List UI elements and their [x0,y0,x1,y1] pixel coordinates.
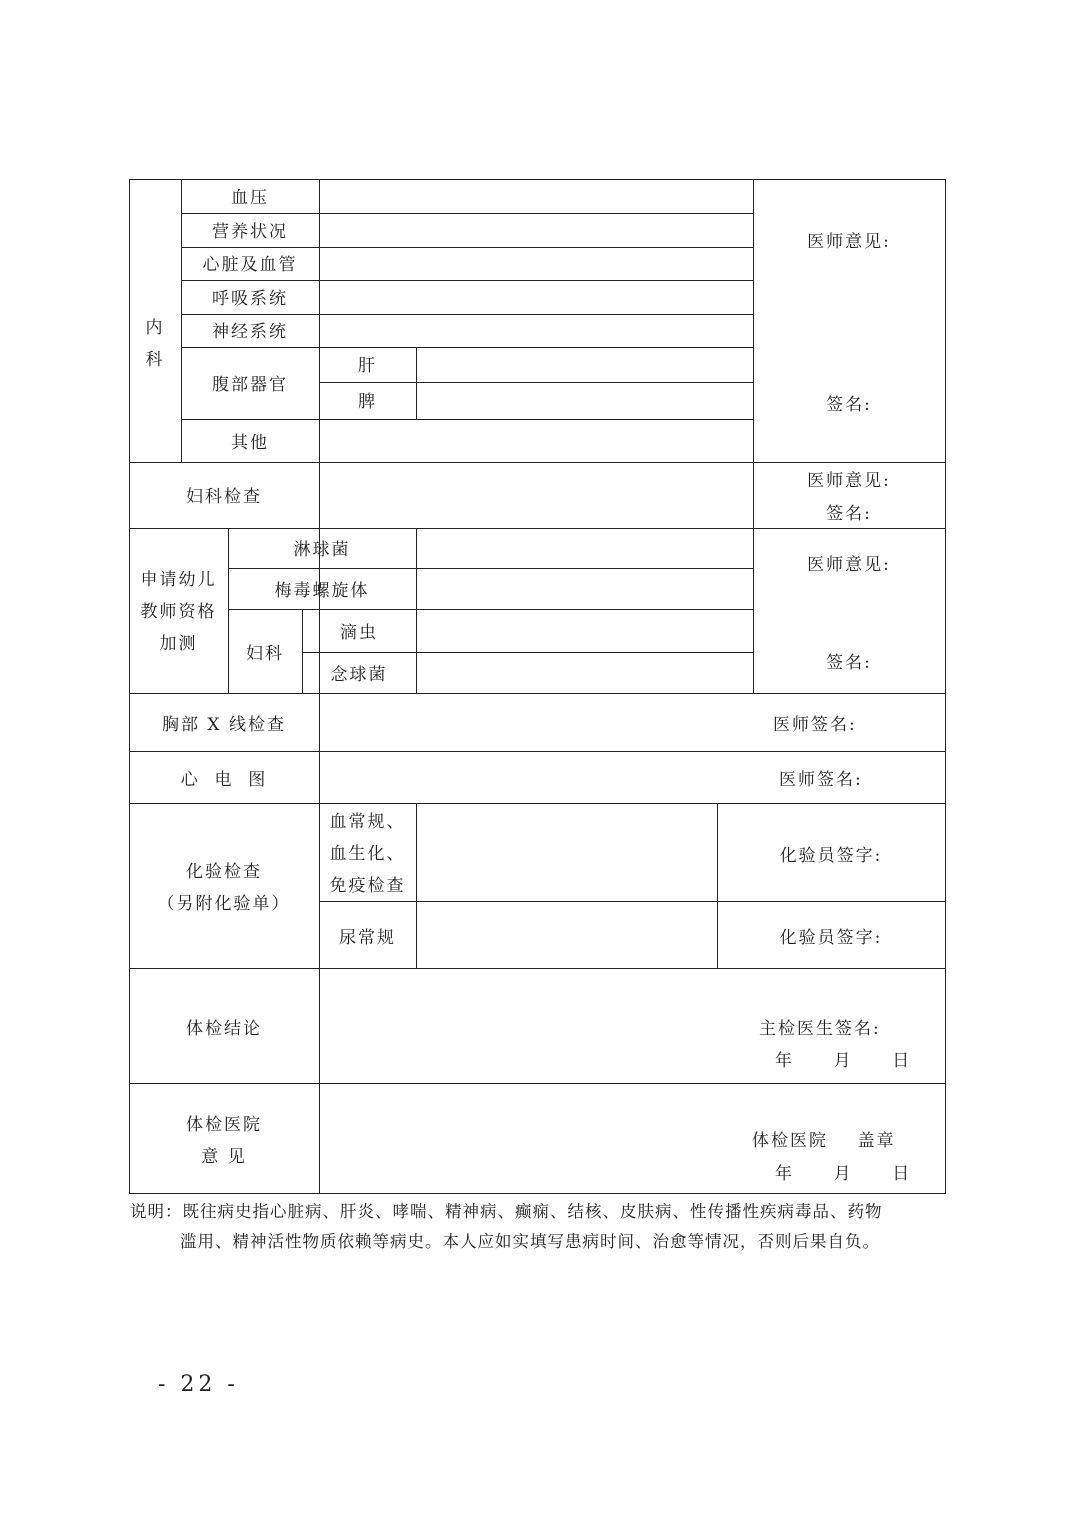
abdomen-label: 腹部器官 [212,375,288,395]
ecg-label: 心 电 图 [180,770,268,790]
line [181,347,753,348]
spleen-label: 脾 [358,392,377,412]
candida-label: 念球菌 [330,665,388,685]
line [228,568,753,569]
line [181,314,753,315]
gyn-opinion-label: 医师意见: [807,471,891,491]
urine-label: 尿常规 [339,928,396,948]
hospital-date: 年 月 日 [775,1164,914,1184]
heart-label: 心脏及血管 [202,255,298,275]
footnote [130,1197,950,1257]
internal-group-label: 内 科 [145,318,165,370]
line [129,179,946,180]
line [129,462,946,463]
syphilis-label: 梅毒螺旋体 [274,581,370,601]
line [945,179,946,1194]
respiratory-label: 呼吸系统 [212,289,288,309]
other-label: 其他 [231,433,269,453]
line [181,419,753,420]
footnote-line-2: 滥用、精神活性物质依赖等病史。本人应如实填写患病时间、治愈等情况，否则后果自负。 [180,1232,880,1251]
internal-opinion-label: 医师意见: [807,232,891,252]
lab-sign-1-label: 化验员签字: [779,846,883,866]
line [416,347,417,419]
lab-sign-2-label: 化验员签字: [779,928,883,948]
blood-tests-label: 血常规、 血生化、 免疫检查 [329,812,406,896]
line [129,751,946,752]
line [129,1193,946,1194]
line [319,179,320,1194]
conclusion-sign-label: 主检医生签名: [759,1019,881,1039]
kindergarten-gyn-label: 妇科 [246,644,284,664]
gyn-exam-label: 妇科检查 [186,487,262,507]
conclusion-label: 体检结论 [186,1019,262,1039]
kindergarten-opinion-label: 医师意见: [807,555,891,575]
trichomonas-label: 滴虫 [340,623,378,643]
line [181,247,753,248]
kindergarten-group-label: 申请幼儿 教师资格 加测 [140,570,217,654]
line [129,1083,946,1084]
nervous-label: 神经系统 [212,322,288,342]
page-number: - 22 - [158,1372,239,1397]
line [228,609,753,610]
line [129,968,946,969]
line [416,528,417,693]
liver-label: 肝 [358,356,377,376]
hospital-label: 体检医院 意 见 [186,1115,262,1167]
xray-sign-label: 医师签名: [773,715,857,735]
line [302,652,753,653]
ecg-sign-label: 医师签名: [779,770,863,790]
lab-label: 化验检查 （另附化验单） [157,862,291,914]
line [129,693,946,694]
line [319,382,753,383]
hospital-stamp-label: 体检医院 盖章 [752,1131,896,1151]
kindergarten-sign-label: 签名: [826,653,872,673]
gonorrhea-label: 淋球菌 [293,540,351,560]
footnote-line-1: 说明：既往病史指心脏病、肝炎、哮喘、精神病、癫痫、结核、皮肤病、性传播性疾病毒品、药物 [130,1202,883,1221]
internal-sign-label: 签名: [826,395,872,415]
line [416,803,417,968]
blood-pressure-label: 血压 [231,188,269,208]
gyn-sign-label: 签名: [826,504,872,524]
xray-label: 胸部 X 线检查 [162,715,286,735]
conclusion-date: 年 月 日 [775,1051,914,1071]
line [181,213,753,214]
nutrition-label: 营养状况 [212,222,288,242]
line [753,179,754,693]
line [129,528,946,529]
line [181,280,753,281]
line [129,803,946,804]
